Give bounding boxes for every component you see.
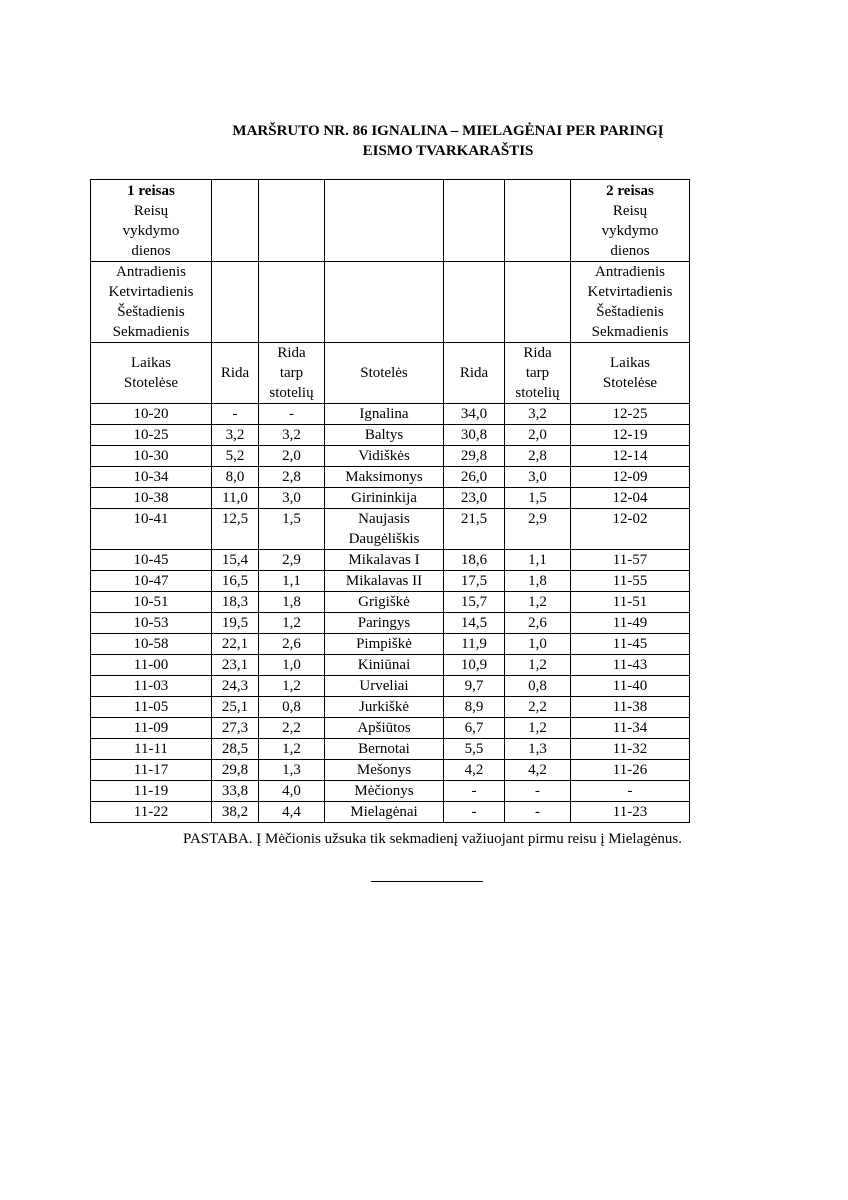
trip1-day-3: Šeštadienis: [117, 304, 185, 320]
rida-trip2: 14,5: [444, 613, 505, 634]
between-trip1: 4,4: [259, 802, 325, 823]
stop-name-line: Bernotai: [358, 741, 410, 757]
trip1-days-label-2: vykdymo: [122, 223, 180, 239]
table-row: [91, 760, 690, 781]
trip2-day-4: Sekmadienis: [591, 324, 669, 340]
stop-name-line: Paringys: [357, 615, 411, 631]
between-trip2: -: [505, 802, 571, 823]
between-trip1: 1,0: [259, 655, 325, 676]
trip2-day-1: Antradienis: [595, 264, 665, 280]
time-trip2: 11-26: [571, 760, 690, 781]
stop-name: [325, 467, 444, 488]
stop-name: [325, 655, 444, 676]
rida-trip1: 33,8: [212, 781, 259, 802]
col-header-time2-line1: Laikas: [610, 355, 650, 371]
empty-cell: [325, 180, 444, 262]
between-trip1: 2,0: [259, 446, 325, 467]
table-row: [91, 446, 690, 467]
table-row: [91, 592, 690, 613]
stop-name: [325, 634, 444, 655]
rida-trip2: 11,9: [444, 634, 505, 655]
rida-trip1: 12,5: [212, 509, 259, 550]
stop-name-line: Baltys: [364, 427, 404, 443]
time-trip2: 11-34: [571, 718, 690, 739]
time-trip2: 11-51: [571, 592, 690, 613]
rida-trip2: 26,0: [444, 467, 505, 488]
time-trip2: 11-38: [571, 697, 690, 718]
between-trip2: 1,2: [505, 718, 571, 739]
rida-trip1: 5,2: [212, 446, 259, 467]
between-trip1: 1,1: [259, 571, 325, 592]
stop-name: [325, 613, 444, 634]
between-trip1: -: [259, 404, 325, 425]
col-header-between1: [259, 343, 325, 404]
rida-trip1: 16,5: [212, 571, 259, 592]
rida-trip1: 8,0: [212, 467, 259, 488]
stop-name-line: Mešonys: [356, 762, 412, 778]
stop-name: [325, 550, 444, 571]
time-trip1: 10-25: [91, 425, 212, 446]
between-trip1: 0,8: [259, 697, 325, 718]
trip1-days-label-1: Reisų: [133, 203, 169, 219]
rida-trip2: 23,0: [444, 488, 505, 509]
rida-trip1: 23,1: [212, 655, 259, 676]
time-trip2: 12-25: [571, 404, 690, 425]
stop-name: [325, 802, 444, 823]
trip1-days-label-3: dienos: [131, 243, 171, 259]
table-row: [91, 802, 690, 823]
header-row-columns: [91, 343, 690, 404]
stop-name-line: Apšiūtos: [357, 720, 411, 736]
between-trip2: 1,2: [505, 655, 571, 676]
stop-name: [325, 676, 444, 697]
document-title: MARŠRUTO NR. 86 IGNALINA – MIELAGĖNAI PER PARINGĮ: [232, 123, 664, 139]
time-trip1: 10-51: [91, 592, 212, 613]
stop-name: [325, 760, 444, 781]
table-row: [91, 467, 690, 488]
between-trip1: 1,2: [259, 676, 325, 697]
trip1-day-2: Ketvirtadienis: [108, 284, 194, 300]
col-header-between1-line2: tarp: [279, 365, 304, 381]
stop-name-line: Pimpiškė: [356, 636, 412, 652]
between-trip1: 1,3: [259, 760, 325, 781]
stop-name-line: Jurkiškė: [359, 699, 409, 715]
between-trip2: 1,8: [505, 571, 571, 592]
time-trip2: 11-55: [571, 571, 690, 592]
col-header-stops: Stotelės: [325, 343, 444, 404]
rida-trip1: 3,2: [212, 425, 259, 446]
between-trip2: 1,2: [505, 592, 571, 613]
stop-name: [325, 488, 444, 509]
header-row-trips: [91, 180, 690, 262]
col-header-rida2: Rida: [444, 343, 505, 404]
time-trip2: 11-32: [571, 739, 690, 760]
empty-cell: [212, 180, 259, 262]
between-trip2: 1,5: [505, 488, 571, 509]
rida-trip1: 24,3: [212, 676, 259, 697]
trip2-label: 2 reisas: [606, 183, 654, 199]
table-row: [91, 655, 690, 676]
trip2-days-label-2: vykdymo: [601, 223, 659, 239]
trip2-days-label-1: Reisų: [612, 203, 648, 219]
time-trip1: 10-47: [91, 571, 212, 592]
col-header-time2-line2: Stotelėse: [602, 375, 658, 391]
stop-name: [325, 446, 444, 467]
rida-trip2: 18,6: [444, 550, 505, 571]
stop-name-line: Grigiškė: [358, 594, 410, 610]
between-trip1: 2,2: [259, 718, 325, 739]
stop-name-line: Urveliai: [359, 678, 409, 694]
col-header-between2-line1: Rida: [523, 345, 552, 361]
col-header-between1-line1: Rida: [277, 345, 306, 361]
between-trip2: 2,6: [505, 613, 571, 634]
trip1-header: [91, 180, 212, 262]
between-trip2: 2,8: [505, 446, 571, 467]
empty-cell: [259, 180, 325, 262]
rida-trip2: 17,5: [444, 571, 505, 592]
rida-trip2: 30,8: [444, 425, 505, 446]
time-trip2: 11-23: [571, 802, 690, 823]
time-trip1: 11-03: [91, 676, 212, 697]
rida-trip2: 9,7: [444, 676, 505, 697]
document-subtitle: EISMO TVARKARAŠTIS: [362, 143, 534, 159]
table-row: [91, 550, 690, 571]
rida-trip2: 4,2: [444, 760, 505, 781]
time-trip1: 11-05: [91, 697, 212, 718]
time-trip1: 10-45: [91, 550, 212, 571]
col-header-time2: [571, 343, 690, 404]
between-trip2: 3,0: [505, 467, 571, 488]
table-row: [91, 425, 690, 446]
col-header-time1-line2: Stotelėse: [123, 375, 179, 391]
time-trip1: 11-00: [91, 655, 212, 676]
col-header-between1-line3: stotelių: [269, 385, 314, 401]
stop-name-line: Mikalavas II: [345, 573, 423, 589]
between-trip1: 2,9: [259, 550, 325, 571]
empty-cell: [505, 180, 571, 262]
rida-trip1: -: [212, 404, 259, 425]
time-trip1: 11-09: [91, 718, 212, 739]
rida-trip1: 38,2: [212, 802, 259, 823]
col-header-between2-line2: tarp: [525, 365, 550, 381]
empty-cell: [212, 262, 259, 343]
rida-trip1: 28,5: [212, 739, 259, 760]
trip2-days-label-3: dienos: [610, 243, 650, 259]
between-trip2: 1,0: [505, 634, 571, 655]
stop-name: [325, 425, 444, 446]
rida-trip2: 34,0: [444, 404, 505, 425]
empty-cell: [259, 262, 325, 343]
between-trip2: 1,3: [505, 739, 571, 760]
between-trip2: 1,1: [505, 550, 571, 571]
stop-name: [325, 697, 444, 718]
empty-cell: [444, 180, 505, 262]
rida-trip2: -: [444, 802, 505, 823]
stop-name-line: Mėčionys: [354, 783, 414, 799]
stop-name-line: Vidiškės: [358, 448, 410, 464]
col-header-time1-line1: Laikas: [131, 355, 171, 371]
table-row: [91, 404, 690, 425]
time-trip2: 12-19: [571, 425, 690, 446]
between-trip1: 2,8: [259, 467, 325, 488]
rida-trip1: 15,4: [212, 550, 259, 571]
stop-name-line: Kiniūnai: [357, 657, 411, 673]
between-trip1: 1,5: [259, 509, 325, 550]
time-trip2: 12-09: [571, 467, 690, 488]
between-trip2: 3,2: [505, 404, 571, 425]
rida-trip2: 5,5: [444, 739, 505, 760]
time-trip1: 10-30: [91, 446, 212, 467]
trip2-day-2: Ketvirtadienis: [587, 284, 673, 300]
between-trip1: 1,8: [259, 592, 325, 613]
table-row: [91, 781, 690, 802]
header-row-days: [91, 262, 690, 343]
rida-trip1: 11,0: [212, 488, 259, 509]
time-trip1: 10-58: [91, 634, 212, 655]
stop-name: [325, 571, 444, 592]
rida-trip2: -: [444, 781, 505, 802]
between-trip1: 4,0: [259, 781, 325, 802]
rida-trip1: 29,8: [212, 760, 259, 781]
schedule-table: [90, 179, 690, 823]
trip2-day-3: Šeštadienis: [596, 304, 664, 320]
rida-trip2: 6,7: [444, 718, 505, 739]
rida-trip2: 21,5: [444, 509, 505, 550]
stop-name-line: Mielagėnai: [350, 804, 418, 820]
stop-name: [325, 509, 444, 550]
time-trip2: -: [571, 781, 690, 802]
stop-name-line: Ignalina: [359, 406, 409, 422]
table-row: [91, 676, 690, 697]
schedule-body: [91, 180, 690, 823]
table-row: [91, 571, 690, 592]
rida-trip1: 25,1: [212, 697, 259, 718]
stop-name-line: Maksimonys: [345, 469, 423, 485]
time-trip2: 11-40: [571, 676, 690, 697]
table-row: [91, 697, 690, 718]
stop-name-line: Girininkija: [351, 490, 417, 506]
trip1-label: 1 reisas: [127, 183, 175, 199]
between-trip2: 0,8: [505, 676, 571, 697]
table-row: [91, 634, 690, 655]
time-trip2: 12-04: [571, 488, 690, 509]
col-header-between2-line3: stotelių: [515, 385, 560, 401]
between-trip1: 3,0: [259, 488, 325, 509]
table-row: [91, 739, 690, 760]
between-trip2: 2,9: [505, 509, 571, 550]
trip2-header: [571, 180, 690, 262]
table-row: [91, 509, 690, 550]
between-trip1: 2,6: [259, 634, 325, 655]
trip1-days: [91, 262, 212, 343]
between-trip2: 2,2: [505, 697, 571, 718]
time-trip1: 11-19: [91, 781, 212, 802]
stop-name-line: Naujasis: [358, 511, 410, 527]
time-trip2: 11-49: [571, 613, 690, 634]
time-trip2: 11-43: [571, 655, 690, 676]
between-trip1: 1,2: [259, 613, 325, 634]
time-trip1: 11-17: [91, 760, 212, 781]
time-trip1: 10-38: [91, 488, 212, 509]
between-trip2: 2,0: [505, 425, 571, 446]
rida-trip2: 8,9: [444, 697, 505, 718]
rida-trip2: 15,7: [444, 592, 505, 613]
table-row: [91, 488, 690, 509]
col-header-between2: [505, 343, 571, 404]
table-row: [91, 613, 690, 634]
stop-name-line: Daugėliškis: [348, 531, 420, 547]
empty-cell: [325, 262, 444, 343]
time-trip2: 11-45: [571, 634, 690, 655]
stop-name: [325, 404, 444, 425]
time-trip2: 12-14: [571, 446, 690, 467]
rida-trip2: 29,8: [444, 446, 505, 467]
rida-trip1: 19,5: [212, 613, 259, 634]
rida-trip1: 22,1: [212, 634, 259, 655]
time-trip1: 10-41: [91, 509, 212, 550]
footnote: PASTABA. Į Mėčionis užsuka tik sekmadienį važiuojant pirmu reisu į Mielagėnus.: [183, 831, 683, 847]
between-trip2: -: [505, 781, 571, 802]
stop-name: [325, 739, 444, 760]
time-trip1: 10-34: [91, 467, 212, 488]
time-trip1: 10-53: [91, 613, 212, 634]
time-trip1: 11-22: [91, 802, 212, 823]
between-trip1: 1,2: [259, 739, 325, 760]
empty-cell: [444, 262, 505, 343]
time-trip1: 10-20: [91, 404, 212, 425]
divider-line: [371, 881, 483, 882]
stop-name-line: Mikalavas I: [348, 552, 420, 568]
stop-name: [325, 781, 444, 802]
table-row: [91, 718, 690, 739]
rida-trip1: 27,3: [212, 718, 259, 739]
stop-name: [325, 718, 444, 739]
col-header-time1: [91, 343, 212, 404]
time-trip2: 12-02: [571, 509, 690, 550]
trip2-days: [571, 262, 690, 343]
stop-name: [325, 592, 444, 613]
between-trip2: 4,2: [505, 760, 571, 781]
empty-cell: [505, 262, 571, 343]
time-trip2: 11-57: [571, 550, 690, 571]
between-trip1: 3,2: [259, 425, 325, 446]
trip1-day-1: Antradienis: [116, 264, 186, 280]
rida-trip1: 18,3: [212, 592, 259, 613]
col-header-rida1: Rida: [212, 343, 259, 404]
time-trip1: 11-11: [91, 739, 212, 760]
rida-trip2: 10,9: [444, 655, 505, 676]
trip1-day-4: Sekmadienis: [112, 324, 190, 340]
